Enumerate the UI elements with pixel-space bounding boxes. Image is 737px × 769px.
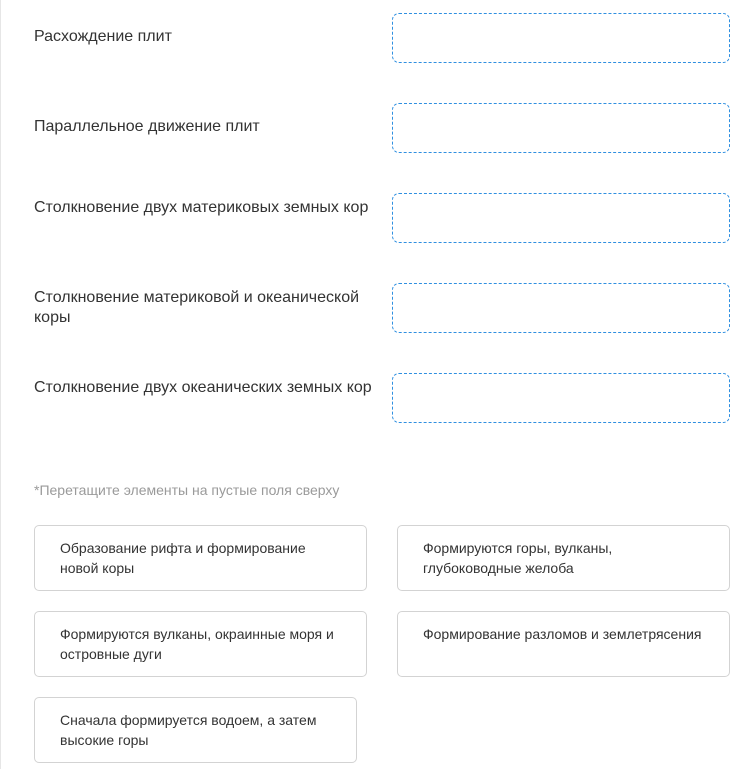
match-label: Столкновение двух океанических земных кор [34, 379, 372, 396]
match-row-continental-collision [0, 193, 737, 243]
drop-zone[interactable] [392, 283, 730, 333]
drag-hint: *Перетащите элементы на пустые поля сверху [34, 482, 340, 498]
drop-zone[interactable] [392, 193, 730, 243]
drop-zone[interactable] [392, 373, 730, 423]
drop-zone[interactable] [392, 103, 730, 153]
match-row-oceanic-collision [0, 373, 737, 423]
match-label: Параллельное движение плит [34, 118, 260, 135]
drag-card-volcanoes-island-arcs[interactable]: Формируются вулканы, окраинные моря и островные дуги [34, 611, 367, 677]
match-label: Столкновение материковой и океанической коры [34, 289, 360, 326]
drag-card-faults-earthquakes[interactable]: Формирование разломов и землетрясения [397, 611, 730, 677]
drag-card-rift[interactable]: Образование рифта и формирование новой коры [34, 525, 367, 591]
match-label: Расхождение плит [34, 28, 172, 45]
match-row-continental-oceanic [0, 283, 737, 333]
drag-card-water-basin-mountains[interactable]: Сначала формируется водоем, а затем высокие горы [34, 697, 357, 763]
drag-card-mountains-volcanoes-trenches[interactable]: Формируются горы, вулканы, глубоководные желоба [397, 525, 730, 591]
match-label: Столкновение двух материковых земных кор [34, 199, 369, 216]
match-row-divergence [0, 13, 737, 63]
drop-zone[interactable] [392, 13, 730, 63]
match-row-parallel [0, 103, 737, 153]
